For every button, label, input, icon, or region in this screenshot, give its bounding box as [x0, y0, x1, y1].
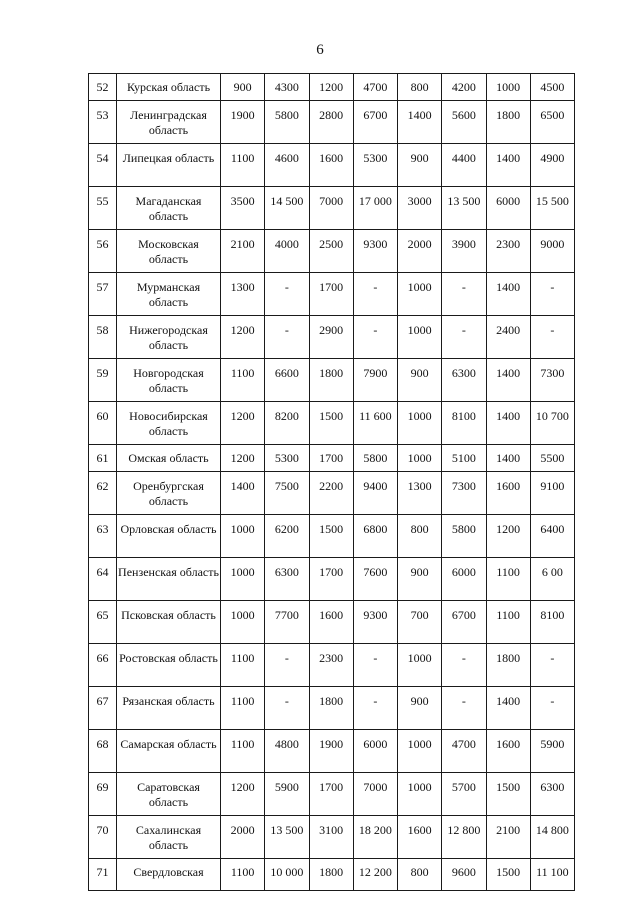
value-cell: 1700	[309, 273, 353, 316]
row-number-cell: 56	[89, 230, 117, 273]
value-cell: 1800	[309, 687, 353, 730]
table-row	[89, 472, 575, 515]
value-cell: 9000	[530, 230, 574, 273]
value-cell: 1600	[486, 730, 530, 773]
table-row	[89, 359, 575, 402]
row-number-cell: 61	[89, 445, 117, 472]
value-cell: 2900	[309, 316, 353, 359]
table-row	[89, 644, 575, 687]
value-cell: 1200	[221, 316, 265, 359]
table-row	[89, 230, 575, 273]
value-cell: 3000	[398, 187, 442, 230]
row-number-cell: 62	[89, 472, 117, 515]
value-cell: 900	[398, 558, 442, 601]
value-cell: 1800	[486, 644, 530, 687]
value-cell: 6300	[442, 359, 486, 402]
value-cell: 3500	[221, 187, 265, 230]
table-row	[89, 74, 575, 101]
region-name-cell: Нижегородская область	[117, 316, 221, 359]
value-cell: -	[265, 316, 309, 359]
value-cell: -	[442, 644, 486, 687]
value-cell: 1400	[486, 144, 530, 187]
value-cell: 6700	[353, 101, 397, 144]
value-cell: -	[530, 273, 574, 316]
value-cell: 1600	[398, 816, 442, 859]
value-cell: 9600	[442, 859, 486, 891]
value-cell: 1000	[398, 644, 442, 687]
value-cell: 6800	[353, 515, 397, 558]
value-cell: 1700	[309, 445, 353, 472]
value-cell: 1000	[398, 273, 442, 316]
value-cell: 7300	[442, 472, 486, 515]
table-row	[89, 773, 575, 816]
value-cell: -	[353, 644, 397, 687]
value-cell: 9300	[353, 601, 397, 644]
region-name-cell: Липецкая область	[117, 144, 221, 187]
value-cell: 1500	[486, 773, 530, 816]
value-cell: 1200	[221, 773, 265, 816]
table-row	[89, 730, 575, 773]
value-cell: 5300	[353, 144, 397, 187]
value-cell: 1400	[486, 687, 530, 730]
value-cell: -	[442, 687, 486, 730]
value-cell: 1000	[398, 402, 442, 445]
region-name-cell: Магаданская область	[117, 187, 221, 230]
value-cell: -	[265, 273, 309, 316]
value-cell: 6700	[442, 601, 486, 644]
value-cell: 6500	[530, 101, 574, 144]
row-number-cell: 70	[89, 816, 117, 859]
value-cell: 5800	[353, 445, 397, 472]
table-row	[89, 601, 575, 644]
value-cell: 1100	[486, 558, 530, 601]
region-name-cell: Орловская область	[117, 515, 221, 558]
value-cell: 6000	[486, 187, 530, 230]
value-cell: 1000	[398, 730, 442, 773]
region-name-cell: Московская область	[117, 230, 221, 273]
value-cell: 1400	[486, 359, 530, 402]
value-cell: 12 800	[442, 816, 486, 859]
value-cell: 1400	[486, 402, 530, 445]
value-cell: 4200	[442, 74, 486, 101]
value-cell: 1700	[309, 773, 353, 816]
value-cell: 5700	[442, 773, 486, 816]
value-cell: 2000	[221, 816, 265, 859]
value-cell: 1500	[309, 402, 353, 445]
value-cell: 1000	[486, 74, 530, 101]
value-cell: 1800	[309, 859, 353, 891]
value-cell: 1900	[309, 730, 353, 773]
value-cell: 14 500	[265, 187, 309, 230]
value-cell: 1000	[221, 601, 265, 644]
value-cell: 7600	[353, 558, 397, 601]
value-cell: 1400	[486, 273, 530, 316]
value-cell: 7300	[530, 359, 574, 402]
value-cell: 2200	[309, 472, 353, 515]
value-cell: 5900	[530, 730, 574, 773]
value-cell: 1100	[221, 644, 265, 687]
value-cell: 6600	[265, 359, 309, 402]
value-cell: 4700	[442, 730, 486, 773]
row-number-cell: 57	[89, 273, 117, 316]
table-row	[89, 316, 575, 359]
value-cell: 1600	[486, 472, 530, 515]
value-cell: 1800	[486, 101, 530, 144]
value-cell: 1000	[398, 316, 442, 359]
value-cell: 11 600	[353, 402, 397, 445]
value-cell: 4300	[265, 74, 309, 101]
table-row	[89, 101, 575, 144]
value-cell: 1100	[221, 687, 265, 730]
value-cell: 1900	[221, 101, 265, 144]
value-cell: 4400	[442, 144, 486, 187]
value-cell: 1000	[398, 445, 442, 472]
value-cell: 3900	[442, 230, 486, 273]
value-cell: 8100	[530, 601, 574, 644]
value-cell: -	[530, 316, 574, 359]
value-cell: 1100	[221, 359, 265, 402]
table-body	[89, 74, 575, 891]
table-row	[89, 859, 575, 891]
table-row	[89, 687, 575, 730]
value-cell: 4900	[530, 144, 574, 187]
value-cell: 14 800	[530, 816, 574, 859]
value-cell: 1600	[309, 601, 353, 644]
region-name-cell: Оренбургская область	[117, 472, 221, 515]
value-cell: 17 000	[353, 187, 397, 230]
value-cell: 1800	[309, 359, 353, 402]
value-cell: 700	[398, 601, 442, 644]
value-cell: 5300	[265, 445, 309, 472]
value-cell: -	[353, 316, 397, 359]
value-cell: 7700	[265, 601, 309, 644]
value-cell: 1100	[221, 730, 265, 773]
value-cell: -	[265, 687, 309, 730]
value-cell: 1400	[486, 445, 530, 472]
value-cell: -	[353, 687, 397, 730]
value-cell: 1600	[309, 144, 353, 187]
value-cell: 8100	[442, 402, 486, 445]
value-cell: 2300	[486, 230, 530, 273]
value-cell: 9300	[353, 230, 397, 273]
value-cell: 1000	[221, 515, 265, 558]
value-cell: 1000	[221, 558, 265, 601]
value-cell: 1200	[309, 74, 353, 101]
table-row	[89, 816, 575, 859]
value-cell: -	[530, 687, 574, 730]
value-cell: 8200	[265, 402, 309, 445]
value-cell: 2400	[486, 316, 530, 359]
table-row	[89, 445, 575, 472]
value-cell: 900	[398, 687, 442, 730]
row-number-cell: 52	[89, 74, 117, 101]
region-name-cell: Курская область	[117, 74, 221, 101]
value-cell: -	[353, 273, 397, 316]
value-cell: 800	[398, 859, 442, 891]
value-cell: 15 500	[530, 187, 574, 230]
value-cell: 1500	[486, 859, 530, 891]
value-cell: 2500	[309, 230, 353, 273]
value-cell: -	[442, 316, 486, 359]
value-cell: 1100	[486, 601, 530, 644]
region-name-cell: Самарская область	[117, 730, 221, 773]
table-row	[89, 273, 575, 316]
value-cell: 1200	[221, 445, 265, 472]
value-cell: 900	[398, 359, 442, 402]
value-cell: 2800	[309, 101, 353, 144]
value-cell: 11 100	[530, 859, 574, 891]
page-number: 6	[316, 42, 324, 58]
row-number-cell: 69	[89, 773, 117, 816]
table-row	[89, 144, 575, 187]
value-cell: 7000	[353, 773, 397, 816]
region-name-cell: Ленинградская область	[117, 101, 221, 144]
row-number-cell: 60	[89, 402, 117, 445]
value-cell: 6300	[530, 773, 574, 816]
table-row	[89, 187, 575, 230]
value-cell: -	[265, 644, 309, 687]
value-cell: 1100	[221, 859, 265, 891]
region-name-cell: Рязанская область	[117, 687, 221, 730]
row-number-cell: 65	[89, 601, 117, 644]
region-name-cell: Сахалинская область	[117, 816, 221, 859]
value-cell: 5800	[442, 515, 486, 558]
row-number-cell: 59	[89, 359, 117, 402]
table-row	[89, 402, 575, 445]
value-cell: 5600	[442, 101, 486, 144]
value-cell: 5800	[265, 101, 309, 144]
row-number-cell: 64	[89, 558, 117, 601]
value-cell: -	[530, 644, 574, 687]
value-cell: 7900	[353, 359, 397, 402]
row-number-cell: 54	[89, 144, 117, 187]
value-cell: 6 00	[530, 558, 574, 601]
value-cell: 2000	[398, 230, 442, 273]
region-name-cell: Новгородская область	[117, 359, 221, 402]
value-cell: 6000	[442, 558, 486, 601]
value-cell: 4500	[530, 74, 574, 101]
value-cell: 3100	[309, 816, 353, 859]
row-number-cell: 63	[89, 515, 117, 558]
value-cell: 4700	[353, 74, 397, 101]
value-cell: 6400	[530, 515, 574, 558]
region-name-cell: Омская область	[117, 445, 221, 472]
region-name-cell: Псковская область	[117, 601, 221, 644]
value-cell: 7500	[265, 472, 309, 515]
value-cell: 1400	[221, 472, 265, 515]
region-name-cell: Свердловская	[117, 859, 221, 891]
row-number-cell: 67	[89, 687, 117, 730]
value-cell: 2100	[486, 816, 530, 859]
value-cell: 1300	[221, 273, 265, 316]
value-cell: 7000	[309, 187, 353, 230]
value-cell: 1200	[221, 402, 265, 445]
row-number-cell: 53	[89, 101, 117, 144]
value-cell: 1500	[309, 515, 353, 558]
region-name-cell: Ростовская область	[117, 644, 221, 687]
value-cell: 900	[221, 74, 265, 101]
value-cell: 1700	[309, 558, 353, 601]
value-cell: 6300	[265, 558, 309, 601]
value-cell: 1400	[398, 101, 442, 144]
row-number-cell: 71	[89, 859, 117, 891]
value-cell: 9400	[353, 472, 397, 515]
value-cell: 1100	[221, 144, 265, 187]
value-cell: 2100	[221, 230, 265, 273]
region-name-cell: Саратовская область	[117, 773, 221, 816]
table-row	[89, 515, 575, 558]
value-cell: -	[442, 273, 486, 316]
value-cell: 4600	[265, 144, 309, 187]
value-cell: 13 500	[265, 816, 309, 859]
table-row	[89, 558, 575, 601]
value-cell: 10 000	[265, 859, 309, 891]
value-cell: 800	[398, 515, 442, 558]
row-number-cell: 58	[89, 316, 117, 359]
value-cell: 800	[398, 74, 442, 101]
row-number-cell: 66	[89, 644, 117, 687]
value-cell: 4800	[265, 730, 309, 773]
value-cell: 12 200	[353, 859, 397, 891]
value-cell: 1200	[486, 515, 530, 558]
value-cell: 5500	[530, 445, 574, 472]
region-name-cell: Пензенская область	[117, 558, 221, 601]
value-cell: 6200	[265, 515, 309, 558]
value-cell: 1300	[398, 472, 442, 515]
row-number-cell: 55	[89, 187, 117, 230]
value-cell: 5100	[442, 445, 486, 472]
value-cell: 900	[398, 144, 442, 187]
region-name-cell: Мурманская область	[117, 273, 221, 316]
regions-table	[88, 73, 575, 891]
value-cell: 6000	[353, 730, 397, 773]
value-cell: 5900	[265, 773, 309, 816]
region-name-cell: Новосибирская область	[117, 402, 221, 445]
value-cell: 2300	[309, 644, 353, 687]
value-cell: 9100	[530, 472, 574, 515]
value-cell: 1000	[398, 773, 442, 816]
row-number-cell: 68	[89, 730, 117, 773]
value-cell: 18 200	[353, 816, 397, 859]
value-cell: 13 500	[442, 187, 486, 230]
value-cell: 10 700	[530, 402, 574, 445]
value-cell: 4000	[265, 230, 309, 273]
